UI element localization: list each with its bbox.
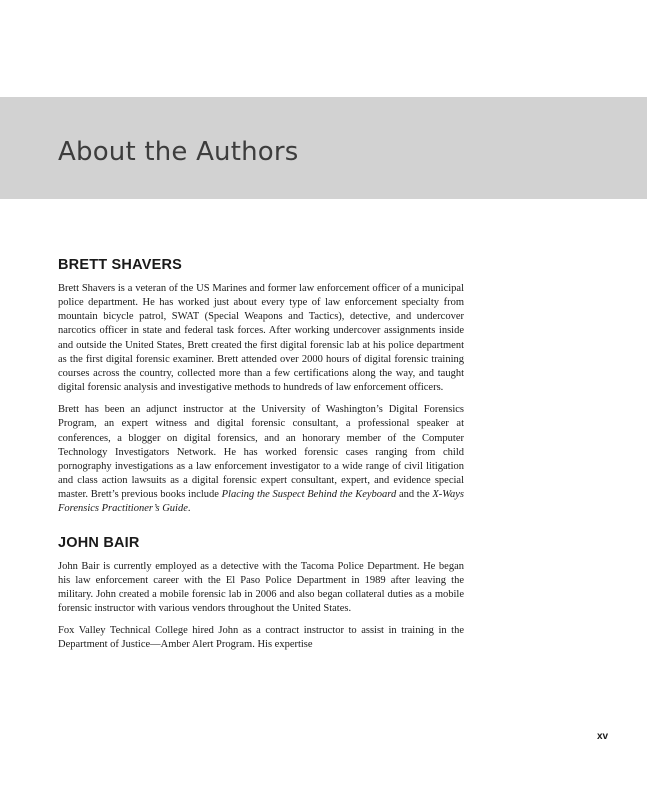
bio-paragraph bbox=[58, 403, 464, 516]
page-title: About the Authors bbox=[58, 137, 299, 167]
bio-paragraph: John Bair is currently employed as a detective with the Tacoma Police Department. He began his law enforcement career with the El Paso Police Department in 1989 after leaving the military. John created a mobile forensic lab in 2006 and also began collateral duties as a mobile forensic instructor with various vendors throughout the United States. bbox=[58, 560, 464, 614]
bio-paragraph: Fox Valley Technical College hired John as a contract instructor to assist in training in the Department of Justice—Amber Alert Program. His expertise bbox=[58, 625, 464, 651]
author-section-john-bair bbox=[58, 535, 464, 653]
book-title: X-Ways Forensics Practitioner’s Guide bbox=[58, 489, 465, 515]
page-body bbox=[58, 257, 464, 660]
bio-text: Brett has been an adjunct instructor at the University of Washington’s Digital Forensics Program, an expert witness and digital forensic consultant, a professional speaker at conferences, a blogger on digital forensics, and an honorary member of the Computer Technology Investigators Network. He has worked forensic cases ranging from child pornography investigations as a law enforcement investigator to a wide range of civil litigation and class action lawsuits as a digital forensic expert consultant, expert, and evidence special master. Brett’s previous books include bbox=[58, 404, 464, 501]
book-title: Placing the Suspect Behind the Keyboard bbox=[221, 489, 397, 501]
bio-text: and the bbox=[396, 489, 433, 501]
bio-text: . bbox=[187, 503, 191, 515]
page-number: xv bbox=[597, 731, 609, 742]
author-name: JOHN BAIR bbox=[58, 534, 140, 551]
bio-paragraph: Brett Shavers is a veteran of the US Marines and former law enforcement officer of a municipal police department. He has worked just about every type of law enforcement specialty from mountain bicycle patrol, SWAT (Special Weapons and Tactics), detective, and undercover narcotics officer in state and federal task forces. After working undercover assignments inside and outside the United States, Brett created the first digital forensic lab at his police department as the first digital forensic examiner. Brett attended over 2000 hours of digital forensic training courses across the country, collected more than a few certifications along the way, and taught digital forensic analysis and investigative methods to hundreds of law enforcement officers. bbox=[58, 283, 464, 394]
author-name: BRETT SHAVERS bbox=[58, 257, 182, 273]
author-section-brett-shavers bbox=[58, 257, 464, 517]
section-spacer bbox=[58, 525, 464, 535]
